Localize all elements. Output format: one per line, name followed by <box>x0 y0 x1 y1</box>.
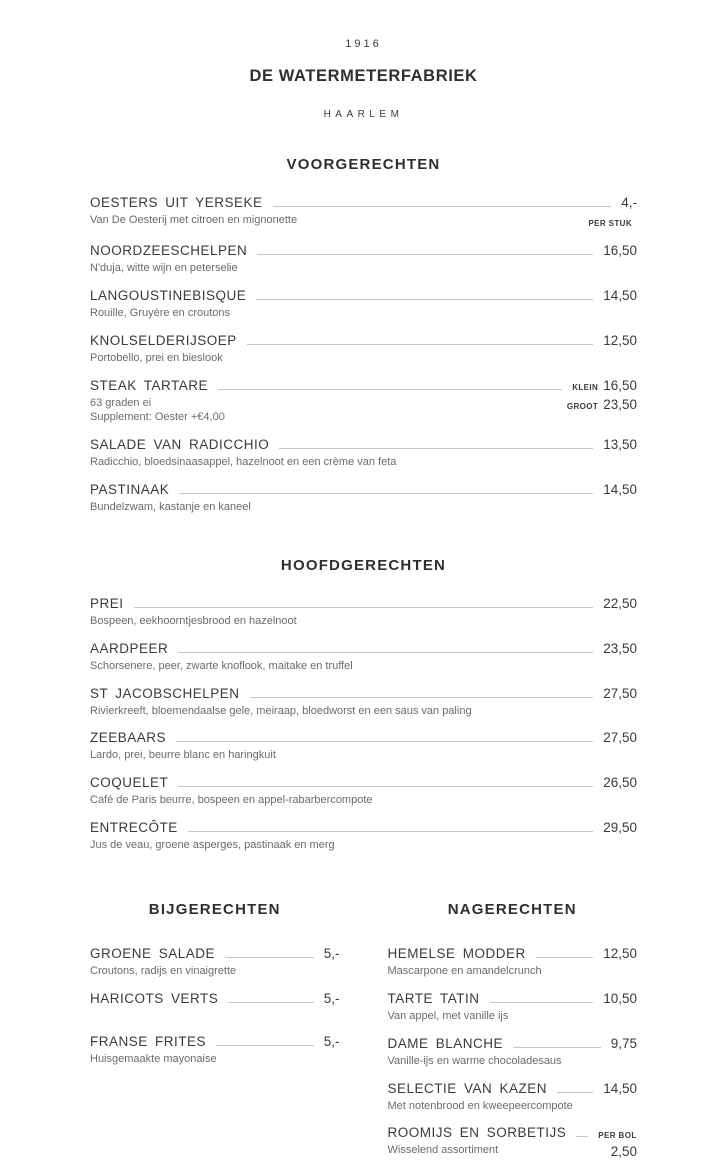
price-note: GROOT <box>566 401 599 411</box>
menu-item-detail-row <box>90 396 637 426</box>
leader-line <box>225 957 314 958</box>
menu-item-title-row <box>90 730 637 745</box>
price-value: 10,50 <box>603 990 637 1006</box>
description-line: Van appel, met vanille ijs <box>387 1009 509 1022</box>
menu-item-detail-row <box>90 838 637 853</box>
menu-item-price <box>603 946 637 961</box>
menu-item-description <box>90 748 276 763</box>
description-line: N'duja, witte wijn en peterselie <box>90 262 238 274</box>
price-value: 29,50 <box>603 820 637 836</box>
menu-item-detail-row <box>90 500 637 515</box>
description-line: Radicchio, bloedsinaasappel, hazelnoot en een crème van feta <box>90 456 397 469</box>
menu-item <box>90 1034 340 1067</box>
menu-item-description <box>388 1009 509 1024</box>
menu-item <box>90 775 637 808</box>
menu-item-title-row <box>388 1081 638 1096</box>
menu-item-title-row <box>90 195 637 210</box>
menu-item-detail-row <box>90 306 637 321</box>
menu-item <box>90 730 637 763</box>
menu-item-description <box>388 964 542 979</box>
price-value: 14,50 <box>603 1080 637 1096</box>
price-value: 9,75 <box>610 1035 637 1051</box>
menu-item <box>388 1081 638 1114</box>
description-line: Wisselend assortiment <box>387 1144 499 1157</box>
menu-header <box>90 38 637 120</box>
price-extra <box>588 213 637 231</box>
leader-line <box>247 344 593 345</box>
menu-item-detail-row <box>90 351 637 366</box>
menu-item-description <box>90 500 251 515</box>
menu-item-name: SALADE VAN RADICCHIO <box>90 437 270 453</box>
menu-item-name: ZEEBAARS <box>90 730 167 746</box>
menu-item <box>90 641 637 674</box>
menu-item <box>90 946 340 979</box>
menu-item-name: PASTINAAK <box>90 482 170 498</box>
price-extra <box>611 1143 637 1161</box>
description-line: Café de Paris beurre, bospeen en appel-rabarbercompote <box>90 794 373 807</box>
menu-item-title-row <box>90 686 637 701</box>
menu-item-title-row <box>90 482 637 497</box>
menu-item-price <box>603 243 637 258</box>
menu-item-description <box>90 704 472 719</box>
section-heading-bijgerechten: BIJGERECHTEN <box>148 900 281 918</box>
menu-item-price <box>324 1034 340 1049</box>
price-row <box>588 219 637 229</box>
voorgerechten-items <box>90 195 637 515</box>
description-line: Van De Oesterij met citroen en mignonette <box>90 214 298 226</box>
menu-item <box>90 288 637 321</box>
leader-line <box>250 697 594 698</box>
description-line: Croutons, radijs en vinaigrette <box>90 964 237 977</box>
menu-item-title-row <box>90 333 637 348</box>
menu-item-description <box>90 455 396 470</box>
menu-item-name: KNOLSELDERIJSOEP <box>90 332 237 348</box>
menu-item-detail-row <box>388 1009 638 1024</box>
leader-line <box>576 1136 588 1137</box>
menu-item <box>90 596 637 629</box>
leader-line <box>218 389 562 390</box>
leader-line <box>536 957 593 958</box>
menu-item-name: COQUELET <box>90 775 169 791</box>
menu-item-title-row <box>90 775 637 790</box>
menu-item <box>90 991 340 1009</box>
price-note: PER BOL <box>598 1131 637 1141</box>
menu-item-name: FRANSE FRITES <box>90 1033 207 1049</box>
menu-item-price <box>603 1081 637 1096</box>
menu-item-title-row <box>388 991 638 1006</box>
leader-line <box>188 831 593 832</box>
leader-line <box>273 206 612 207</box>
restaurant-city: HAARLEM <box>323 109 404 120</box>
price-value: 23,50 <box>603 396 637 412</box>
menu-item <box>90 243 637 276</box>
menu-item-detail-row <box>90 455 637 470</box>
menu-item-title-row <box>90 243 637 258</box>
leader-line <box>228 1002 313 1003</box>
menu-item-detail-row <box>388 1099 638 1114</box>
menu-item-description <box>90 261 238 276</box>
menu-item <box>388 1036 638 1069</box>
leader-line <box>178 786 593 787</box>
menu-item <box>90 378 637 426</box>
menu-item <box>388 1125 638 1161</box>
section-hoofdgerechten <box>90 557 637 853</box>
menu-item-name: STEAK TARTARE <box>90 377 209 393</box>
menu-item <box>388 946 638 979</box>
description-line: Rouille, Gruyère en croutons <box>90 306 231 319</box>
bottom-columns <box>90 901 637 1173</box>
price-value: 5,- <box>323 945 340 961</box>
price-value: 27,50 <box>603 685 637 701</box>
price-value: 26,50 <box>603 775 637 791</box>
leader-line <box>178 652 593 653</box>
menu-item-detail-row <box>388 1054 638 1069</box>
menu-item-title-row <box>90 820 637 835</box>
menu-item-price <box>603 730 637 745</box>
description-line: Vanille-ijs en warme chocoladesaus <box>387 1054 562 1067</box>
menu-item-description <box>90 396 225 426</box>
menu-year: 1916 <box>345 38 382 50</box>
menu-item-name: HEMELSE MODDER <box>387 945 526 961</box>
menu-item-detail-row <box>90 659 637 674</box>
menu-item-description <box>90 1052 217 1067</box>
menu-item-name: DAME BLANCHE <box>387 1035 504 1051</box>
menu-item-price <box>603 991 637 1006</box>
menu-item-description <box>388 1054 562 1069</box>
menu-item-price <box>598 1131 641 1140</box>
menu-item-detail-row <box>90 261 637 276</box>
leader-line <box>134 607 594 608</box>
menu-item-price <box>611 1036 637 1051</box>
description-line: Supplement: Oester +€4,00 <box>90 411 225 424</box>
menu-item-title-row <box>90 437 637 452</box>
menu-item-title-row <box>90 1034 340 1049</box>
nagerechten-items <box>388 946 638 1161</box>
menu-item-description <box>90 351 223 366</box>
menu-item-price <box>603 596 637 611</box>
menu-item-name: OESTERS UIT YERSEKE <box>90 195 263 210</box>
menu-item-name: ST JACOBSCHELPEN <box>90 685 240 701</box>
price-value: 12,50 <box>603 332 637 348</box>
menu-item-name: GROENE SALADE <box>90 945 216 961</box>
menu-item-description <box>90 793 373 808</box>
menu-item-description <box>90 964 236 979</box>
leader-line <box>256 299 593 300</box>
menu-item-price <box>603 288 637 303</box>
menu-item-name: AARDPEER <box>90 640 169 656</box>
price-value: 22,50 <box>603 595 637 611</box>
price-value: 5,- <box>323 990 340 1006</box>
menu-item-price <box>603 820 637 835</box>
menu-item-description <box>90 306 230 321</box>
menu-item-name: HARICOTS VERTS <box>90 990 219 1006</box>
menu-item <box>90 820 637 853</box>
menu-item-name: SELECTIE VAN KAZEN <box>387 1080 548 1096</box>
price-value: 14,50 <box>603 482 637 498</box>
menu-item-title-row <box>90 946 340 961</box>
menu-item-description <box>388 1099 573 1114</box>
menu-item-name: TARTE TATIN <box>387 990 480 1006</box>
description-line: Met notenbrood en kweepeercompote <box>387 1099 573 1112</box>
menu-item-description <box>90 659 353 674</box>
description-line: Portobello, prei en bieslook <box>90 351 223 364</box>
price-value: 27,50 <box>603 730 637 746</box>
section-voorgerechten <box>90 156 637 515</box>
leader-line <box>176 741 593 742</box>
menu-item-description <box>90 213 297 228</box>
menu-item-title-row <box>90 288 637 303</box>
price-note: KLEIN <box>572 382 599 392</box>
menu-item-price <box>621 195 637 210</box>
leader-line <box>216 1045 314 1046</box>
price-extra <box>567 396 637 414</box>
menu-item-description <box>90 614 297 629</box>
menu-item-title-row <box>388 946 638 961</box>
menu-item-name: NOORDZEESCHELPEN <box>90 243 248 258</box>
menu-item-price <box>603 333 637 348</box>
menu-item <box>90 686 637 719</box>
menu-item-detail-row <box>90 793 637 808</box>
description-line: Lardo, prei, beurre blanc en haringkuit <box>90 749 276 762</box>
description-line: Rivierkreeft, bloemendaalse gele, meiraap, bloedworst en een saus van paling <box>90 704 472 717</box>
leader-line <box>513 1047 601 1048</box>
section-nagerechten <box>388 901 638 1173</box>
section-heading-voorgerechten: VOORGERECHTEN <box>286 156 441 173</box>
description-line: Schorsenere, peer, zwarte knoflook, maitake en truffel <box>90 659 353 672</box>
description-line: Huisgemaakte mayonaise <box>90 1052 217 1065</box>
leader-line <box>490 1002 594 1003</box>
menu-item <box>90 333 637 366</box>
menu-item <box>90 482 637 515</box>
menu-item-title-row <box>388 1036 638 1051</box>
menu-item-price <box>603 641 637 656</box>
menu-item <box>388 991 638 1024</box>
menu-item-price <box>324 946 340 961</box>
price-value: 23,50 <box>603 640 637 656</box>
leader-line <box>279 448 593 449</box>
menu-item-title-row <box>90 641 637 656</box>
menu-item <box>90 195 637 231</box>
menu-item-price <box>324 991 340 1006</box>
menu-item-detail-row <box>388 964 638 979</box>
section-bijgerechten <box>90 901 340 1173</box>
menu-item-title-row <box>388 1125 638 1140</box>
price-note: PER STUK <box>588 219 632 228</box>
menu-item-detail-row <box>90 614 637 629</box>
price-value: 16,50 <box>603 377 637 393</box>
menu-item-detail-row <box>388 1143 638 1161</box>
restaurant-name: DE WATERMETERFABRIEK <box>249 67 478 85</box>
menu-item-name: ENTRECÔTE <box>90 820 178 836</box>
price-row <box>611 1144 637 1160</box>
menu-item-description <box>90 838 335 853</box>
description-line: 63 graden ei <box>90 396 152 409</box>
menu-item-detail-row <box>90 748 637 763</box>
hoofdgerechten-items <box>90 596 637 853</box>
menu-item-price <box>603 686 637 701</box>
menu-item <box>90 437 637 470</box>
price-row <box>567 397 637 413</box>
menu-item-price <box>603 437 637 452</box>
menu-item-price <box>572 378 637 393</box>
price-value: 2,50 <box>610 1144 637 1160</box>
menu-item-detail-row <box>90 964 340 979</box>
menu-item-title-row <box>90 596 637 611</box>
menu-item-name: ROOMIJS EN SORBETIJS <box>387 1125 567 1141</box>
price-value: 16,50 <box>603 243 637 258</box>
leader-line <box>557 1092 593 1093</box>
menu-item-detail-row <box>90 213 637 231</box>
menu-item-title-row <box>90 378 637 393</box>
menu-item-price <box>603 775 637 790</box>
menu-item-price <box>603 482 637 497</box>
leader-line <box>257 254 593 255</box>
menu-item-title-row <box>90 991 340 1006</box>
price-value: 5,- <box>323 1033 340 1049</box>
leader-line <box>179 493 593 494</box>
description-line: Mascarpone en amandelcrunch <box>387 964 542 977</box>
menu-item-name: LANGOUSTINEBISQUE <box>90 287 247 303</box>
price-value: 13,50 <box>603 437 637 453</box>
menu-item-detail-row <box>90 704 637 719</box>
bijgerechten-items <box>90 946 340 1067</box>
price-value: 12,50 <box>603 945 637 961</box>
menu-item-name: PREI <box>90 595 124 611</box>
description-line: Bundelzwam, kastanje en kaneel <box>90 501 251 514</box>
section-heading-hoofdgerechten: HOOFDGERECHTEN <box>280 556 447 574</box>
price-value: 14,50 <box>603 287 637 303</box>
section-heading-nagerechten: NAGERECHTEN <box>447 900 577 918</box>
price-value: 4,- <box>621 195 637 210</box>
description-line: Jus de veau, groene asperges, pastinaak en merg <box>90 839 335 852</box>
menu-item-detail-row <box>90 1052 340 1067</box>
description-line: Bospeen, eekhoorntjesbrood en hazelnoot <box>90 614 297 627</box>
menu-item-description <box>388 1143 499 1158</box>
